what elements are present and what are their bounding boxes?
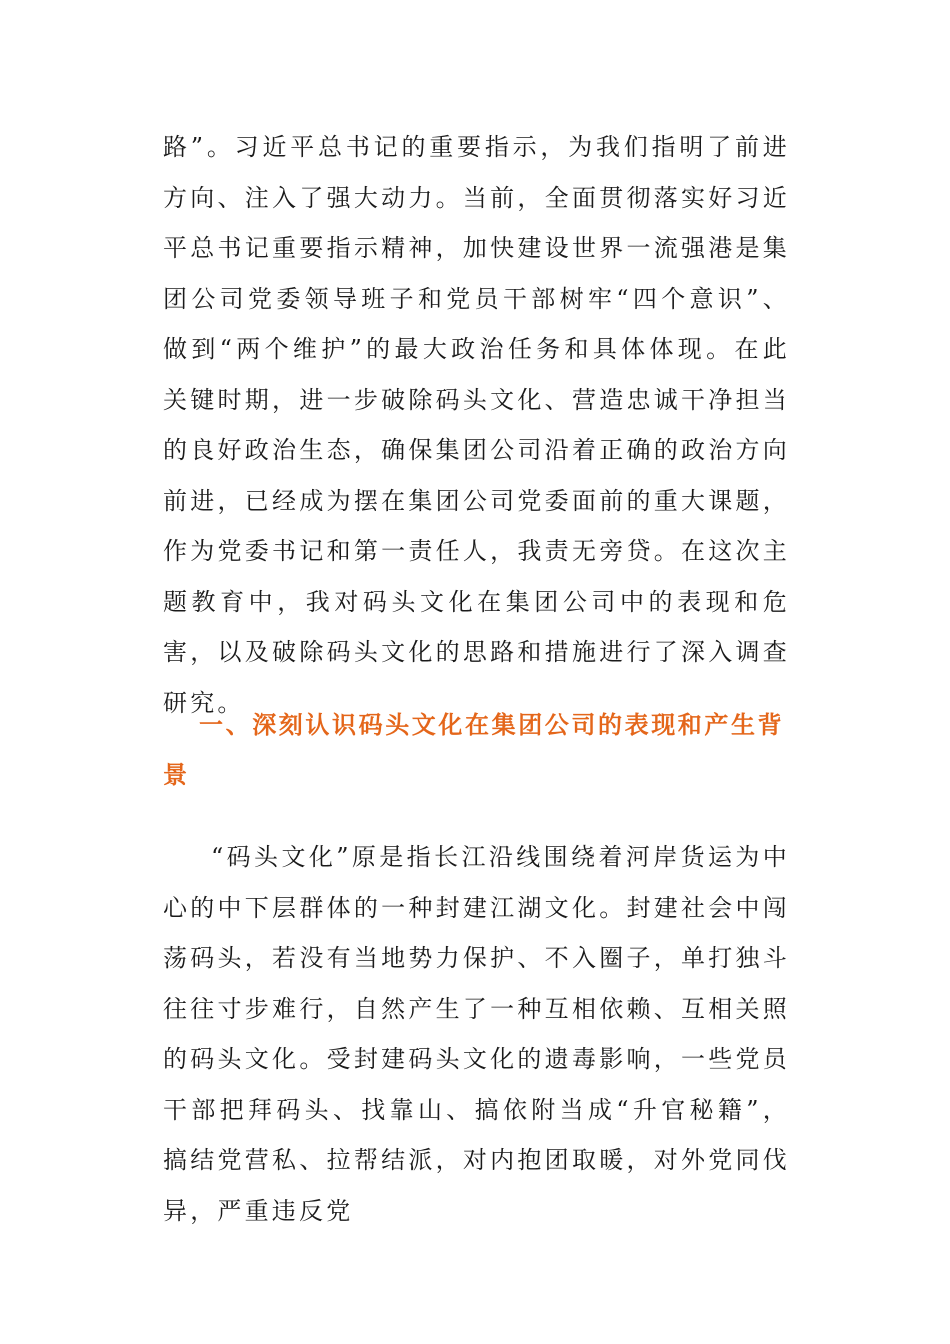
body-paragraph-dock-culture: “码头文化”原是指长江沿线围绕着河岸货运为中心的中下层群体的一种封建江湖文化。封建社会中闯荡码头，若没有当地势力保护、不入圈子，单打独斗往往寸步难行，自然产生了一种互相依赖、互相关照的码头文化。受封建码头文化的遗毒影响，一些党员干部把拜码头、找靠山、搞依附当成“升官秘籍”，搞结党营私、拉帮结派，对内抱团取暖，对外党同伐异，严重违反党 xyxy=(163,843,790,1225)
section-heading-1: 一、深刻认识码头文化在集团公司的表现和产生背景 xyxy=(163,711,785,789)
body-paragraph-continued: 路”。习近平总书记的重要指示，为我们指明了前进方向、注入了强大动力。当前，全面贯彻落实好习近平总书记重要指示精神，加快建设世界一流强港是集团公司党委领导班子和党员干部树牢“四个意识”、做到“两个维护”的最大政治任务和具体体现。在此关键时期，进一步破除码头文化、营造忠诚干净担当的良好政治生态，确保集团公司沿着正确的政治方向前进，已经成为摆在集团公司党委面前的重大课题，作为党委书记和第一责任人，我责无旁贷。在这次主题教育中，我对码头文化在集团公司中的表现和危害，以及破除码头文化的思路和措施进行了深入调查研究。 xyxy=(163,133,790,717)
